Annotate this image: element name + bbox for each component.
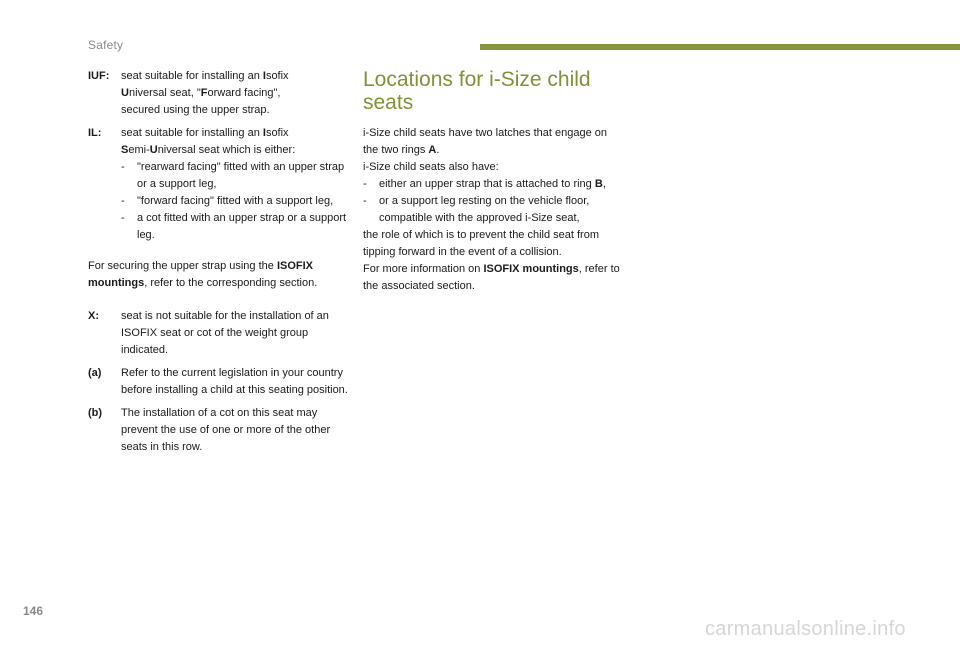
term-iuf: IUF: (88, 70, 110, 82)
definition-x-text: seat is not suitable for the installation of an ISOFIX seat or cot of the weight group indicated. (121, 310, 329, 356)
list-item (121, 159, 350, 193)
paragraph-also-have: i-Size child seats also have: (363, 161, 499, 173)
il-options-list (121, 159, 350, 244)
definition-x (88, 308, 350, 359)
list-item-text: "forward facing" fitted with a support leg, (137, 195, 334, 207)
note-b-text: The installation of a cot on this seat may prevent the use of one or more of the other seats in this row. (121, 407, 331, 453)
note-a (88, 365, 350, 399)
watermark: carmanualsonline.info (705, 618, 906, 640)
header-accent-bar (480, 44, 960, 50)
text: seat suitable for installing an (121, 127, 263, 139)
text-bold: I (262, 70, 266, 82)
dash: - (121, 212, 125, 224)
term-il: IL: (88, 127, 102, 139)
dash: - (121, 161, 125, 173)
text-bold: U (149, 144, 158, 156)
list-item-text (379, 176, 625, 193)
definition-iuf-text (121, 68, 350, 119)
list-item-text: a cot fitted with an upper strap or a support leg. (137, 212, 347, 241)
term-x: X: (88, 310, 99, 322)
text: emi- (128, 144, 150, 156)
text: either an upper strap that is attached to ring (379, 178, 595, 190)
dash: - (363, 178, 367, 190)
text: i-Size child seats have two latches that engage on the two rings (363, 127, 607, 156)
text: , refer to the associated section. (363, 263, 620, 292)
securing-paragraph (88, 258, 350, 292)
text: sofix (265, 70, 289, 82)
dash: - (363, 195, 367, 207)
paragraph-latches (363, 125, 625, 159)
list-item (121, 210, 350, 244)
text-bold: ISOFIX mountings (483, 263, 579, 275)
text: seat suitable for installing an (121, 70, 263, 82)
text: sofix (265, 127, 289, 139)
text: secured using the upper strap. (121, 104, 270, 116)
text: For more information on (363, 263, 484, 275)
text-bold: F (200, 87, 208, 99)
text: orward facing", (207, 87, 281, 99)
paragraph-more-info (363, 261, 625, 295)
section-title: Locations for i-Size child seats (363, 68, 591, 114)
isize-options-list (363, 176, 625, 227)
text: . (436, 144, 440, 156)
note-b (88, 405, 350, 456)
list-item (363, 176, 625, 193)
text: , refer to the corresponding section. (144, 277, 318, 289)
right-column (363, 68, 625, 295)
dash: - (121, 195, 125, 207)
page-number: 146 (23, 604, 44, 618)
text: niversal seat which is either: (157, 144, 296, 156)
definition-iuf (88, 68, 350, 119)
list-item (121, 193, 350, 210)
text-bold: U (121, 87, 129, 99)
list-item-text: or a support leg resting on the vehicle floor, compatible with the approved i-Size seat, (379, 195, 590, 224)
definition-il-text (121, 125, 350, 244)
text-bold: A (428, 144, 437, 156)
text-bold: I (262, 127, 266, 139)
section-header: Safety (88, 38, 124, 52)
text: niversal seat, " (128, 87, 201, 99)
text: For securing the upper strap using the (88, 260, 277, 272)
term-a: (a) (88, 367, 102, 379)
text-bold: S (121, 144, 129, 156)
paragraph-role: the role of which is to prevent the child seat from tipping forward in the event of a collision. (363, 229, 600, 258)
list-item-text: "rearward facing" fitted with an upper strap or a support leg, (137, 161, 345, 190)
definition-il (88, 125, 350, 244)
note-a-text: Refer to the current legislation in your country before installing a child at this seating position. (121, 367, 348, 396)
text: , (602, 178, 606, 190)
term-b: (b) (88, 407, 103, 419)
left-column (88, 68, 350, 462)
text-bold: B (594, 178, 603, 190)
isize-body (363, 125, 625, 295)
list-item (363, 193, 625, 227)
text-bold: ISOFIX mountings (88, 260, 314, 289)
